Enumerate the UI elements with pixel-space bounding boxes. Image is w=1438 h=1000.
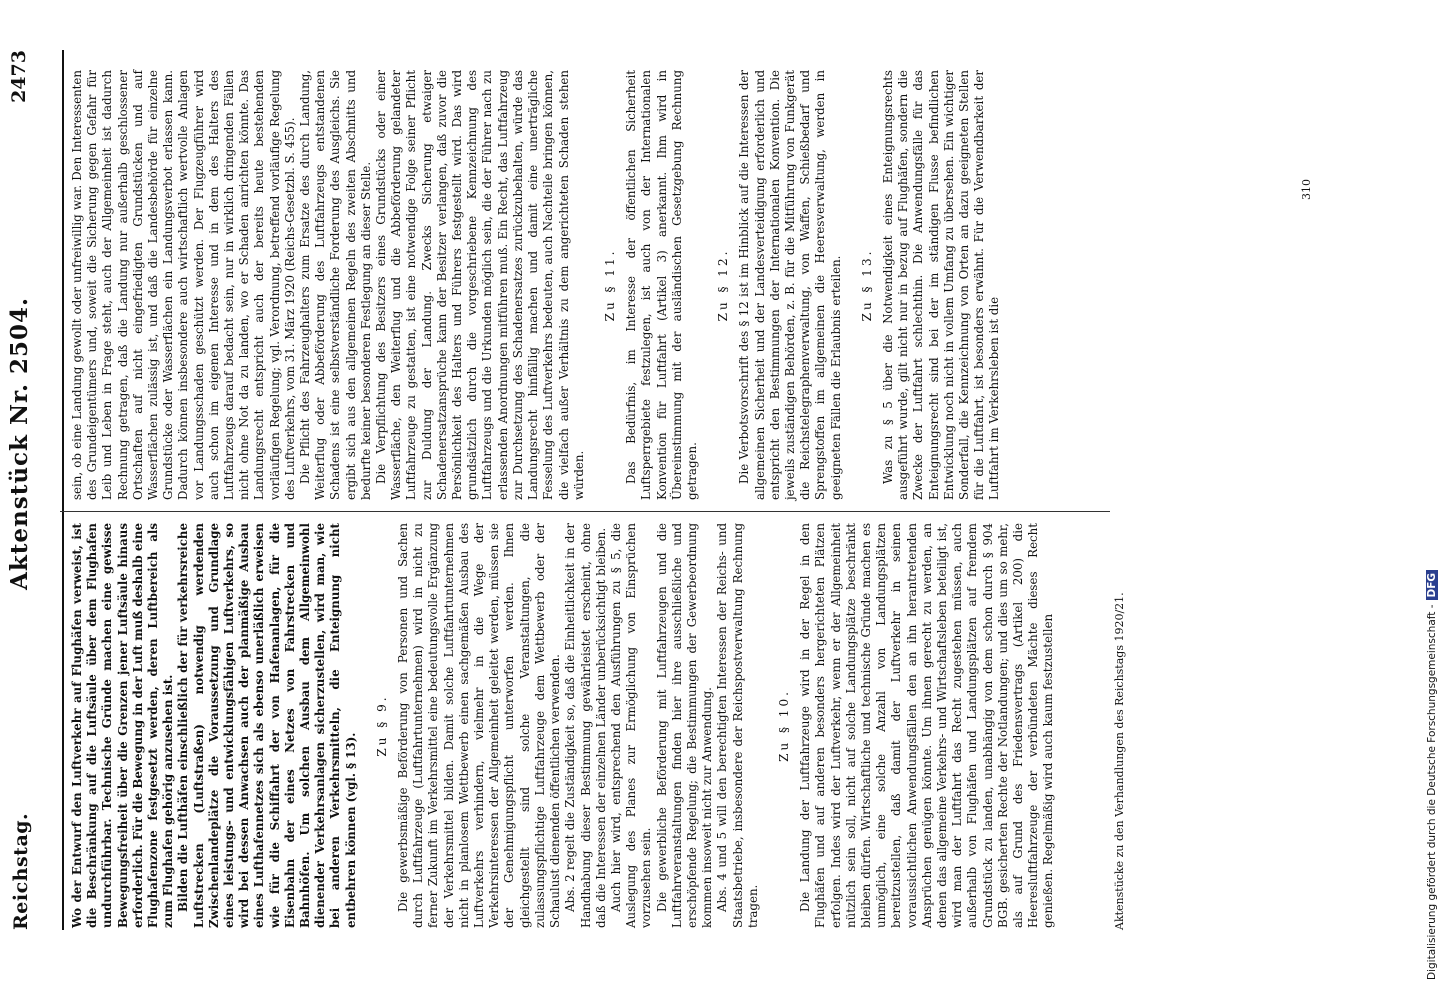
credit-line bbox=[1426, 572, 1438, 980]
left-bold-block bbox=[70, 523, 359, 928]
digitization-credit bbox=[1410, 10, 1438, 990]
left-paragraph: Abs. 4 und 5 will den berechtigten Interessen der Reichs- und Staatsbetriebe, insbesondere der Reichspostverwaltung Rechnung tragen. bbox=[715, 523, 760, 928]
column-separator bbox=[60, 511, 1110, 512]
right-paragraph: Das Bedürfnis, im Interesse der öffentlichen Sicherheit Luftsperrgebiete festzulegen, ist auch von der Internationalen Konvention für Luftfahrt (Artikel 3) anerkannt. Ihm wird in Übereinstimmung mit der ausländischen Gesetzgebung Rechnung getragen. bbox=[624, 70, 699, 500]
page-header bbox=[0, 50, 60, 930]
left-paragraph: Abs. 2 regelt die Zuständigkeit so, daß die Einheitlichkeit in der Handhabung dieser Bestimmung gewährleistet erscheint, ohne daß die Interessen der einzelnen Länder unberücksichtigt bleiben. bbox=[563, 523, 608, 928]
page-footer: Aktenstücke zu den Verhandlungen des Reichstags 1920/21. bbox=[1113, 592, 1126, 930]
section-heading-12: Zu § 12. bbox=[716, 248, 731, 322]
sheet-number: 310 bbox=[1300, 179, 1313, 200]
right-paragraph: Die Pflicht des Fahrzeughalters zum Ersatze des durch Landung, Weiterflug oder Abbeförderung des Luftfahrzeugs entstandenen Schadens ist eine selbstverständliche Forderung des Ausgleichs. Sie ergibt sich aus den allgemeinen Regeln des zweiten Abschnitts und bedurfte keiner besonderen Festlegung an dieser Stelle. bbox=[298, 70, 373, 500]
right-paragraph: sein, ob eine Landung gewollt oder unfreiwillig war. Den Interessenten des Grundeigentümers und, soweit die Sicherung gegen Gefahr für Leib und Leben in Frage steht, auch der Allgemeinheit ist dadurch Rechnung getragen, daß die Landung nur außerhalb geschlossener Ortschaften auf nicht eingefriedigten Grundstücken und auf Wasserflächen zulässig ist, und daß die Landesbehörde für einzelne Grundstücke oder Wasserflächen ein Landungsverbot erlassen kann. Dadurch können insbesondere auch wirtschaftlich wertvolle Anlagen vor Landungsschaden geschützt werden. Der Flugzeugführer wird auch schon im eigenen Interesse und in dem des Halters des Luftfahrzeugs darauf bedacht sein, nur in wirklich dringenden Fällen nicht ohne Not da zu landen, wo er Schaden anrichten könnte. Das Landungsrecht entspricht auch der bereits heute bestehenden vorläufigen Regelung; vgl. Verordnung, betreffend vorläufige Regelung des Luftverkehrs, vom 31. März 1920 (Reichs-Gesetzbl. S. 455). bbox=[70, 70, 297, 500]
header-page-number: 2473 bbox=[8, 50, 30, 103]
section-heading-9: Zu § 9. bbox=[374, 694, 389, 757]
header-reichstag: Reichstag. bbox=[10, 812, 32, 930]
left-paragraph: Die Landung der Luftfahrzeuge wird in der Regel in den Flughäfen und auf anderen besonders hergerichteten Plätzen erfolgen. Indes wird der Luftverkehr, wenn er der Allgemeinheit nützlich sein soll, nicht auf solche Landungsplätze beschränkt bleiben dürfen. Wirtschaftliche und technische Gründe machen es unmöglich, eine solche Anzahl von Landungsplätzen bereitzustellen, daß damit der Luftverkehr in seinen voraussichtlichen Anwendungsfällen den an ihn herantretenden Ansprüchen genügen könnte. Um ihnen gerecht zu werden, an denen das allgemeine Verkehrs- und Wirtschaftsleben beteiligt ist, wird man der Luftfahrt das Recht zugestehen müssen, auch außerhalb von Flughäfen und Landungsplätzen auf fremdem Grundstück zu landen, unabhängig von dem schon durch § 904 BGB. gesicherten Rechte der Notlandungen; und dies um so mehr, als auf Grund des Friedensvertrags (Artikel 200) die Heeresluftfahrzeuge der verbündeten Mächte dieses Recht genießen. Regelmäßig wird auch kaum festzustellen bbox=[798, 523, 1056, 928]
left-paragraph: Wo der Entwurf den Luftverkehr auf Flughäfen verweist, ist die Beschränkung auf die Luftsäule über dem Flughafen undurchführbar. Technische Gründe machen eine gewisse Bewegungsfreiheit über die Grenzen jener Luftsäule hinaus erforderlich. Für die Bewegung in der Luft muß deshalb eine Flughafenzone festgesetzt werden, deren Luftbereich als zum Flughafen gehörig anzusehen ist. bbox=[70, 523, 176, 928]
right-paragraph: Was zu § 5 über die Notwendigkeit eines Enteignungsrechts ausgeführt wurde, gilt nicht nur in bezug auf Flughäfen, sondern die Zwecke der Luftfahrt schlechthin. Die Anwendungsfälle für das Enteignungsrecht sind bei der im ständigen Flusse befindlichen Entwicklung noch nicht in vollem Umfang zu übersehen. Ein wichtiger Sonderfall, die Kennzeichnung von Orten an dazu geeigneten Stellen für die Luftfahrt, ist besonders erwähnt. Für die Verwendbarkeit der Luftfahrt im Verkehrsleben ist die bbox=[880, 70, 1002, 500]
left-column bbox=[70, 523, 1057, 928]
dfg-logo: DFG bbox=[1426, 570, 1438, 601]
right-column bbox=[70, 70, 1003, 500]
section-heading-13: Zu § 13. bbox=[859, 248, 874, 322]
left-paragraph: Auch hier wird, entsprechend den Ausführungen zu § 5, die Auslegung des Planes zur Ermöglichung von Einsprüchen vorzusehen sein. bbox=[608, 523, 654, 928]
right-paragraph: Die Verbotsvorschrift des § 12 ist im Hinblick auf die Interessen der allgemeinen Sicherheit und der Landesverteidigung erforderlich und entspricht den Bestimmungen der Internationalen Konvention. Die jeweils zuständigen Behörden, z. B. für die Mitführung von Funkgerät die Reichstelegraphenverwaltung, von Waffen, Schießbedarf und Sprengstoffen im allgemeinen die Heeresverwaltung, werden in geeigneten Fällen die Erlaubnis erteilen. bbox=[737, 70, 843, 500]
section-heading-10: Zu § 10. bbox=[776, 689, 791, 762]
left-paragraph: Die gewerbliche Beförderung mit Luftfahrzeugen und die Luftfahrveranstaltungen finden hier ihre ausschließliche und erschöpfende Regelung; die Bestimmungen der Gewerbeordnung kommen insoweit nicht zur Anwendung. bbox=[654, 523, 715, 928]
header-rule bbox=[62, 50, 64, 930]
left-paragraph: Die gewerbsmäßige Beförderung von Personen und Sachen durch Luftfahrzeuge (Luftfahrtunternehmen) wird in nicht zu ferner Zukunft im Verkehrsmittel eine bedeutungsvolle Ergänzung der Verkehrsmittel bilden. Damit solche Luftfahrtunternehmen nicht in planlosem Wettbewerb einen sachgemäßen Ausbau des Luftverkehrs verhindern, vielmehr in die Wege der Verkehrsinteressen der Allgemeinheit geleitet werden, müssen sie der Genehmigungspflicht unterworfen werden. Ihnen gleichgestellt sind solche Veranstaltungen, die zulassungspflichtige Luftfahrzeuge dem Wettbewerb oder der Schaulust dienenden öffentlichen verwenden. bbox=[396, 523, 563, 928]
credit-text: Digitalisierung gefördert durch die Deutsche Forschungsgemeinschaft - bbox=[1426, 604, 1438, 980]
left-paragraph: Bilden die Lufthäfen einschließlich der für verkehrsreiche Luftstrecken (Luftstraßen) notwendig werdenden Zwischenlandeplätze die Voraussetzung und Grundlage eines leistungs- und entwicklungsfähigen Luftverkehrs, so wird bei dessen Anwachsen auch der planmäßige Ausbau eines Lufthafennetzes sich als ebenso unerläßlich erweisen wie für die Schiffahrt der von Hafenanlagen, für die Eisenbahn der eines Netzes von Fahrstrecken und Bahnhöfen. Um solchen Ausbau dem Allgemeinwohl dienender Verkehrsanlagen sicherzustellen, wird man, wie bei anderen Verkehrsmitteln, die Enteignung nicht entbehren können (vgl. § 13). bbox=[176, 523, 358, 928]
credit-rotator bbox=[1410, 10, 1438, 990]
section-heading-11: Zu § 11. bbox=[602, 248, 617, 322]
right-paragraph: Die Verpflichtung des Besitzers eines Grundstücks oder einer Wasserfläche, den Weiterflug und die Abbeförderung gelandeter Luftfahrzeuge zu gestatten, ist eine notwendige Folge seiner Pflicht zur Duldung der Landung. Zwecks Sicherung etwaiger Schadenersatzansprüche kann der Besitzer verlangen, daß zuvor die Persönlichkeit des Halters und Führers festgestellt wird. Das wird grundsätzlich durch die vorgeschriebene Kennzeichnung des Luftfahrzeugs und die Urkunden möglich sein, die der Führer nach zu erlassenden Anordnungen mitführen muß. Ein Recht, das Luftfahrzeug zur Durchsetzung des Schadenersatzes zurückzubehalten, würde das Landungsrecht hinfällig machen und damit eine unerträgliche Fesselung des Luftverkehrs bedeuten, auch Nachteile bringen können, die vielfach außer Verhältnis zu dem angerichteten Schaden stehen würden. bbox=[374, 70, 586, 500]
header-document-number: Aktenstück Nr. 2504. bbox=[6, 296, 33, 590]
